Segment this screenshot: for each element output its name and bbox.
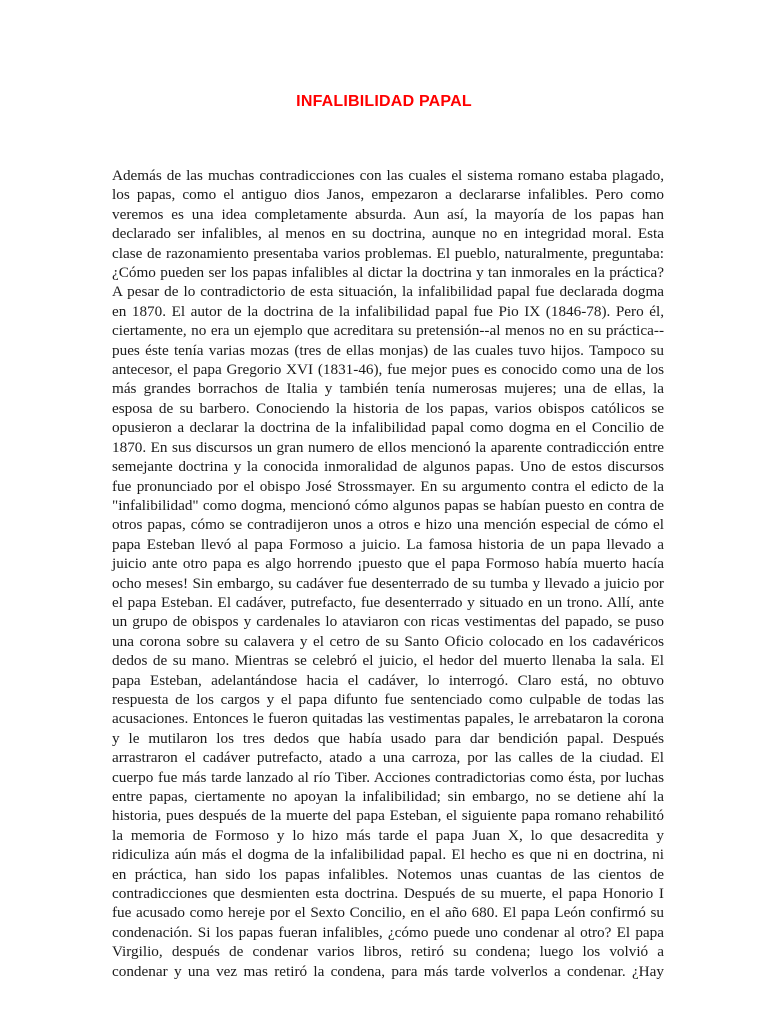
body-line: los papas, como el antiguo dios Janos, empezaron a declararse infalibles. Pero como <box>112 186 664 204</box>
body-line: la memoria de Formoso y lo hizo más tarde el papa Juan X, lo que desacredita y <box>112 826 664 844</box>
body-line: fue pronunciado por el obispo José Strossmayer. En su argumento contra el edicto de la <box>112 477 664 495</box>
body-line: Además de las muchas contradicciones con las cuales el sistema romano estaba plagado, <box>112 167 664 184</box>
body-line: pues éste tenía varias mozas (tres de ellas monjas) de las cuales tuvo hijos. Tampoco su <box>112 341 664 359</box>
body-line: una corona sobre su calavera y el cetro de su Santo Oficio colocado en los cadavéricos <box>112 632 664 650</box>
body-line: antecesor, el papa Gregorio XVI (1831-46), fue mejor pues es conocido como una de los <box>112 361 664 379</box>
body-line: ciertamente, no era un ejemplo que acreditara su pretensión--al menos no en su práctica-- <box>112 322 664 340</box>
body-line: papa Esteban, adelantándose hacia el cadáver, lo interrogó. Claro está, no obtuvo <box>112 671 664 689</box>
body-line: cuerpo fue más tarde lanzado al río Tiber. Acciones contradictorias como ésta, por luchas <box>112 768 664 786</box>
body-line: opusieron a declarar la doctrina de la infalibilidad papal como dogma en el Concilio de <box>112 419 664 437</box>
body-line: clase de razonamiento presentaba varios problemas. El pueblo, naturalmente, preguntaba: <box>112 244 664 262</box>
body-line: historia, pues después de la muerte del papa Esteban, el siguiente papa romano rehabilitó <box>112 807 664 825</box>
body-line: 1870. En sus discursos un gran numero de ellos mencionó la aparente contradicción entre <box>112 438 664 456</box>
body-line: ocho meses! Sin embargo, su cadáver fue desenterrado de su tumba y llevado a juicio por <box>112 574 664 592</box>
body-line: contradicciones que desmienten esta doctrina. Después de su muerte, el papa Honorio I <box>112 885 664 903</box>
body-line: acusaciones. Entonces le fueron quitadas las vestimentas papales, le arrebataron la corona <box>112 710 664 728</box>
body-line: condenación. Si los papas fueran infalibles, ¿cómo puede uno condenar al otro? El papa <box>112 923 664 941</box>
document-title: INFALIBILIDAD PAPAL <box>296 93 472 110</box>
body-line: veremos es una idea completamente absurda. Aun así, la mayoría de los papas han <box>112 205 664 223</box>
document-body <box>112 166 664 981</box>
body-line: declarado ser infalibles, al menos en su doctrina, aunque no en integridad moral. Esta <box>112 225 664 243</box>
body-line: en práctica, han sido los papas infalibles. Notemos unas cuantas de las cientos de <box>112 865 664 883</box>
body-line: "infalibilidad" como dogma, mencionó cómo algunos papas se habían puesto en contra de <box>112 496 664 514</box>
body-line: el papa Esteban. El cadáver, putrefacto, fue desenterrado y situado en un trono. Allí, ante <box>112 593 664 611</box>
body-line: ridiculiza aún más el dogma de la infalibilidad papal. El hecho es que ni en doctrina, ni <box>112 846 664 864</box>
body-line: A pesar de lo contradictorio de esta situación, la infalibilidad papal fue declarada dogma <box>112 283 664 301</box>
body-line: respuesta de los cargos y el papa difunto fue sentenciado como culpable de todas las <box>112 690 664 708</box>
body-line: papa Esteban llevó al papa Formoso a juicio. La famosa historia de un papa llevado a <box>112 535 664 553</box>
body-line: condenar y una vez mas retiró la condena, para más tarde volverlos a condenar. ¿Hay <box>112 962 664 980</box>
body-line: un grupo de obispos y cardenales lo ataviaron con ricas vestimentas del papado, se puso <box>112 613 664 631</box>
body-line: dedos de su mano. Mientras se celebró el juicio, el hedor del muerto llenaba la sala. El <box>112 652 664 670</box>
body-line: Virgilio, después de condenar varios libros, retiró su condena; luego los volvió a <box>112 943 664 961</box>
body-line: esposa de su barbero. Conociendo la historia de los papas, varios obispos católicos se <box>112 399 664 417</box>
body-line: fue acusado como hereje por el Sexto Concilio, en el año 680. El papa León confirmó su <box>112 904 664 922</box>
body-line: semejante doctrina y la conocida inmoralidad de algunos papas. Uno de estos discursos <box>112 458 664 476</box>
body-line: otros papas, cómo se contradijeron unos a otros e hizo una mención especial de cómo el <box>112 516 664 534</box>
body-line: juicio ante otro papa es algo horrendo ¡puesto que el papa Formoso había muerto hacía <box>112 555 664 573</box>
body-line: arrastraron el cadáver putrefacto, atado a una carroza, por las calles de la ciudad. El <box>112 749 664 767</box>
body-line: y le mutilaron los tres dedos que había usado para dar bendición papal. Después <box>112 729 664 747</box>
body-line: en 1870. El autor de la doctrina de la infalibilidad papal fue Pio IX (1846-78). Pero él, <box>112 302 664 320</box>
body-line: entre papas, ciertamente no apoyan la infalibilidad; sin embargo, no se detiene ahí la <box>112 788 664 805</box>
body-line: ¿Cómo pueden ser los papas infalibles al dictar la doctrina y tan inmorales en la práctica? <box>112 264 664 282</box>
body-line: más grandes borrachos de Italia y también tenía numerosas mujeres; una de ellas, la <box>112 380 664 398</box>
